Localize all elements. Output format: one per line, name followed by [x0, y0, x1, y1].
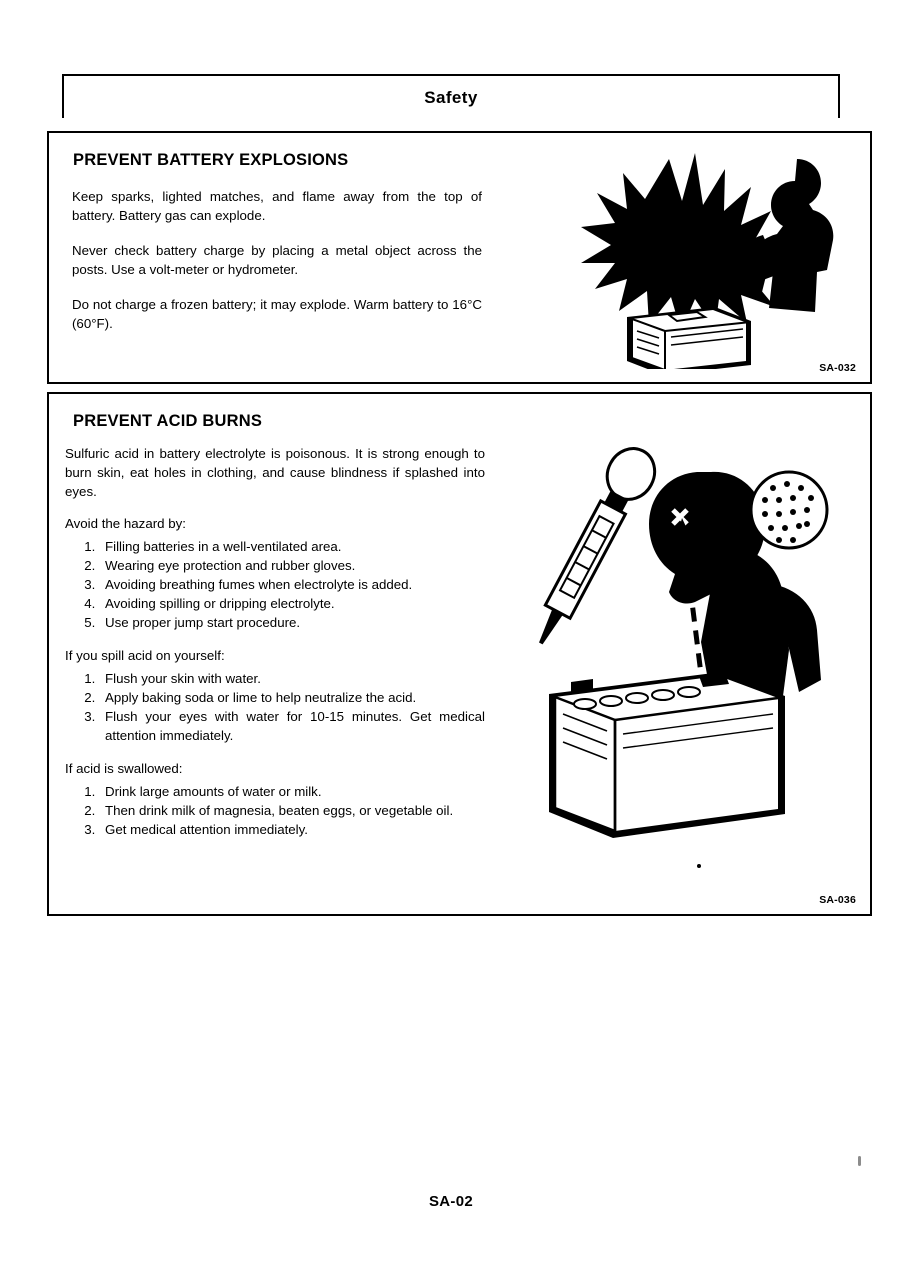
hazard-avoidance-list	[65, 537, 485, 632]
page-number: SA-02	[428, 1193, 474, 1210]
section-title: PREVENT ACID BURNS	[73, 412, 263, 430]
list-item: 3. Flush your eyes with water for 10-15 minutes. Get medical attention immediately.	[99, 707, 485, 745]
paragraph: Keep sparks, lighted matches, and flame away from the top of battery. Battery gas can explode.	[72, 189, 482, 223]
list-item: 2. Then drink milk of magnesia, beaten eggs, or vegetable oil.	[99, 801, 485, 820]
paragraph: Never check battery charge by placing a metal object across the posts. Use a volt-meter or hydrometer.	[72, 243, 482, 277]
acid-burn-illustration	[489, 414, 869, 894]
battery-explosion-svg	[519, 139, 859, 369]
list-item: 4. Avoiding spilling or dripping electrolyte.	[99, 594, 485, 613]
list-item: 5. Use proper jump start procedure.	[99, 613, 485, 632]
ink-speck	[858, 1156, 861, 1166]
paragraph: Do not charge a frozen battery; it may explode. Warm battery to 16°C (60°F).	[72, 297, 482, 331]
list-item: 1. Filling batteries in a well-ventilated area.	[99, 537, 485, 556]
figure-code: SA-032	[819, 362, 856, 374]
list-item: 2. Wearing eye protection and rubber gloves.	[99, 556, 485, 575]
swallowed-response-list	[65, 782, 485, 839]
figure-code: SA-036	[819, 894, 856, 906]
section-prevent-battery-explosions	[47, 131, 872, 384]
list-lead: Avoid the hazard by:	[65, 516, 186, 531]
section-prevent-acid-burns	[47, 392, 872, 916]
page-header	[62, 74, 840, 118]
spill-response-list	[65, 669, 485, 745]
list-item: 2. Apply baking soda or lime to help neutralize the acid.	[99, 688, 485, 707]
list-item: 3. Avoiding breathing fumes when electrolyte is added.	[99, 575, 485, 594]
ink-speck	[697, 864, 701, 868]
list-item: 1. Flush your skin with water.	[99, 669, 485, 688]
section-body	[72, 187, 482, 333]
section-title: PREVENT BATTERY EXPLOSIONS	[73, 151, 349, 169]
section-body	[65, 444, 485, 853]
page-title: Safety	[424, 88, 478, 107]
list-lead: If you spill acid on yourself:	[65, 648, 225, 663]
acid-splash-svg	[489, 414, 869, 894]
battery-explosion-illustration	[519, 139, 859, 369]
list-item: 1. Drink large amounts of water or milk.	[99, 782, 485, 801]
list-item: 3. Get medical attention immediately.	[99, 820, 485, 839]
list-lead: If acid is swallowed:	[65, 761, 183, 776]
intro-paragraph: Sulfuric acid in battery electrolyte is poisonous. It is strong enough to burn skin, eat holes in clothing, and cause blindness if splashed into eyes.	[65, 446, 485, 499]
